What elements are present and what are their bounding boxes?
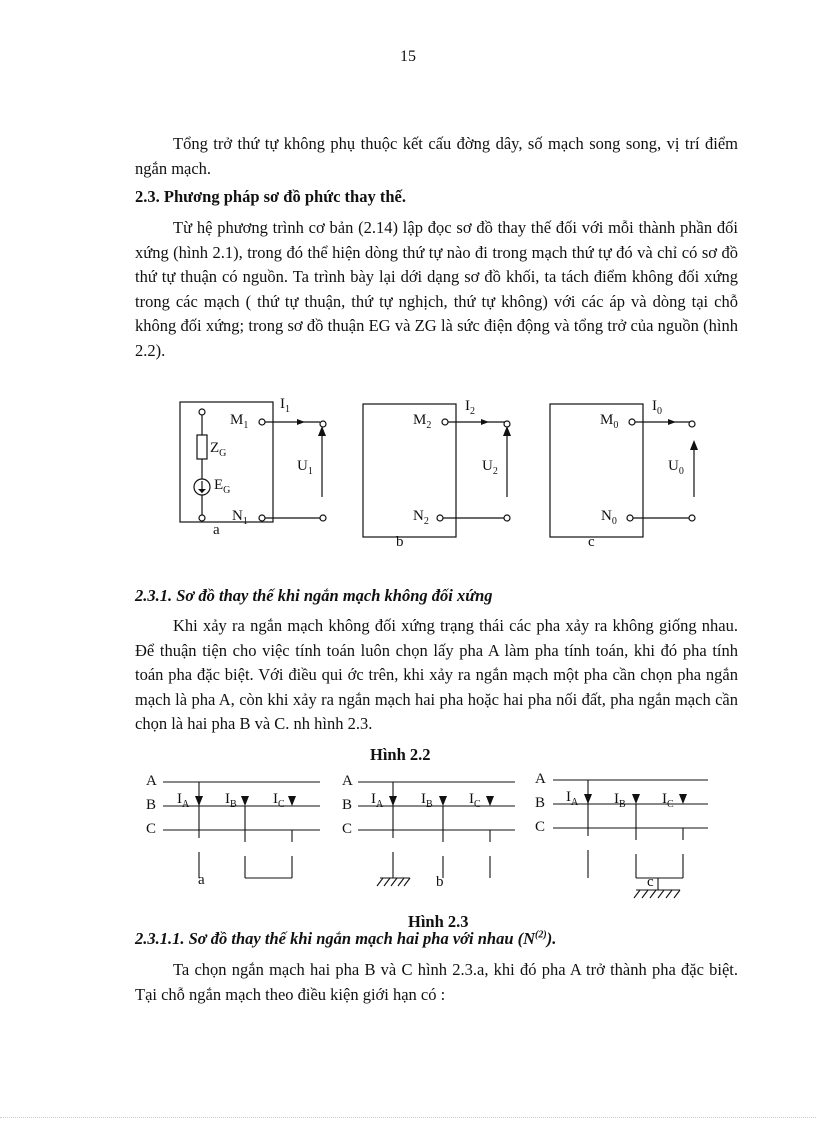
phase-b-label-a: B [146, 797, 157, 813]
phase-c-label-a: C [146, 821, 157, 837]
phase-c-label-b: C [342, 821, 353, 837]
page-bottom-rule [0, 1117, 816, 1118]
block-c-label: c [588, 534, 595, 550]
figure-2-3-a-label: a [198, 872, 205, 888]
subsection-heading: 2.3.1. Sơ đồ thay thế khi ngắn mạch không đối xứng [135, 586, 493, 605]
figure-2-2-caption: Hình 2.2 [370, 745, 431, 764]
node-m0-label: $M_0$ [600, 412, 619, 431]
current-ic-label-c: $I_C$ [662, 791, 674, 810]
voltage-u2-label: $U_2$ [482, 458, 498, 477]
phase-b-label-b: B [342, 797, 353, 813]
figure-2-3 [0, 770, 816, 930]
paragraph-2: Từ hệ phương trình cơ bản (2.14) lập đọc sơ đồ thay thế đối với mỗi thành phần đối xứng (hình 2.1), trong đó thể hiện dòng thứ tự nào đi trong mạch thứ tự đó và chỉ có sơ đồ thứ tự thuận có nguồn. Ta trình bày lại dới dạng sơ đồ khối, ta tách điểm không đối xứng trong các mạch ( thứ tự thuận, thứ tự nghịch, thứ tự không) với các áp và dòng tại chỗ không đối xứng; trong sơ đồ thuận EG và ZG là sức điện động và tổng trở của nguồn (hình 2.2). [135, 218, 738, 360]
phase-b-label-c: B [535, 795, 546, 811]
block-b-label: b [396, 534, 404, 550]
current-i1-label: $I_1$ [280, 396, 290, 415]
figure-2-3-c-label: c [647, 874, 654, 890]
block-a-label: a [213, 522, 220, 538]
node-n2-label: $N_2$ [413, 508, 429, 527]
current-ib-label-c: $I_B$ [614, 791, 626, 810]
figure-2-3-caption: Hình 2.3 [408, 912, 469, 931]
phase-c-label-c: C [535, 819, 546, 835]
current-ib-label-b: $I_B$ [421, 791, 433, 810]
subsubsection-heading: 2.3.1.1. Sơ đồ thay thế khi ngắn mạch hai pha với nhau $(N^{(2)})$. [135, 929, 557, 948]
current-ia-label-a: $I_A$ [177, 791, 190, 810]
section-heading: 2.3. Phương pháp sơ đồ phức thay thế. [135, 187, 406, 206]
impedance-zg [197, 435, 207, 459]
phase-a-label-b: A [342, 773, 353, 789]
node-m1-label: $M_1$ [230, 412, 249, 431]
figure-2-2-drawing [0, 392, 816, 582]
source-eg-label: $E_G$ [214, 477, 231, 496]
node-m2-label: $M_2$ [413, 412, 432, 431]
current-ic-label-b: $I_C$ [469, 791, 481, 810]
current-ia-label-c: $I_A$ [566, 789, 579, 808]
current-i0-label: $I_0$ [652, 398, 662, 417]
paragraph-4: Ta chọn ngắn mạch hai pha B và C hình 2.3.a, khi đó pha A trở thành pha đặc biệt. Tại chỗ ngắn mạch theo điều kiện giới hạn có : [135, 960, 738, 1004]
current-i2-label: $I_2$ [465, 398, 475, 417]
impedance-zg-label: $Z_G$ [210, 440, 227, 459]
voltage-u1-label: $U_1$ [297, 458, 313, 477]
node-n0-label: $N_0$ [601, 508, 617, 527]
current-ib-label-a: $I_B$ [225, 791, 237, 810]
figure-2-3-drawing [0, 770, 816, 930]
paragraph-3: Khi xảy ra ngắn mạch không đối xứng trạng thái các pha xảy ra không giống nhau. Để thuận tiện cho việc tính toán luôn chọn lấy pha A làm pha tính toán, khi đó pha tính toán pha đặc biệt. Với điều qui ớc trên, khi xảy ra ngắn mạch một pha cần chọn pha ngắn mạch là pha A, còn khi xảy ra ngắn mạch hai pha hoặc hai pha nối đất, pha ngắn mạch cần chọn là hai pha B và C. nh hình 2.3. [135, 616, 738, 733]
node-n1-label: $N_1$ [232, 508, 248, 527]
page-number: 15 [400, 48, 416, 65]
phase-a-label-c: A [535, 771, 546, 787]
figure-2-2 [0, 392, 816, 582]
current-ia-label-b: $I_A$ [371, 791, 384, 810]
phase-a-label-a: A [146, 773, 157, 789]
current-ic-label-a: $I_C$ [273, 791, 285, 810]
figure-2-3-b-label: b [436, 874, 444, 890]
paragraph-1: Tổng trở thứ tự không phụ thuộc kết cấu đờng dây, số mạch song song, vị trí điểm ngắn mạch. [135, 134, 738, 178]
voltage-u0-label: $U_0$ [668, 458, 684, 477]
